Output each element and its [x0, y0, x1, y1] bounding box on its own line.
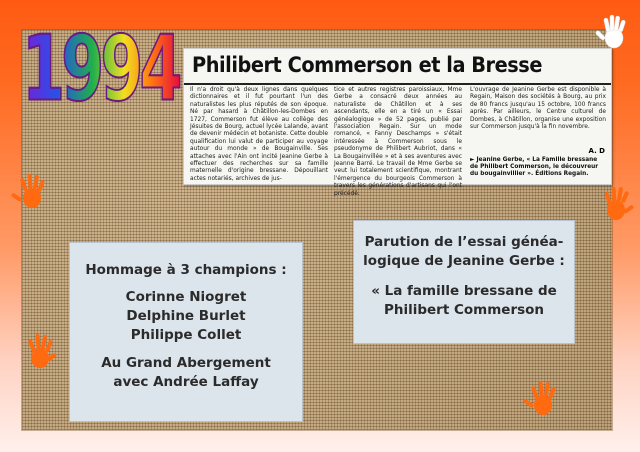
tribute-box — [69, 242, 303, 422]
clipping-column-3: L'ouvrage de Jeanine Gerbe est disponible à Regain, Maison des sociétés à Bourg, au prix de 80 francs jusqu'au 15 octobre, 100 francs après. Par ailleurs, le Centre culturel de Dombes, à Châtillon, organise une exposition sur Commerson jusqu'à la fin novembre. — [470, 87, 606, 131]
champion-name: Delphine Burlet — [126, 308, 246, 324]
place-line: Au Grand Abergement — [101, 355, 271, 371]
hand-print-icon — [20, 330, 60, 374]
publication-title: « La famille bressane de — [371, 283, 557, 299]
publication-line: Parution de l’essai généa- — [364, 234, 564, 250]
hand-print-icon — [524, 378, 562, 420]
hand-print-icon — [10, 170, 50, 214]
clipping-signature: A. D — [588, 147, 605, 155]
champion-name: Philippe Collet — [130, 327, 242, 343]
publication-box — [353, 220, 575, 344]
publication-title: Philibert Commerson — [383, 302, 545, 318]
clipping-title: Philibert Commerson et la Bresse — [192, 53, 543, 77]
hand-print-icon — [596, 12, 632, 52]
hand-print-icon — [600, 182, 636, 226]
tribute-heading: Hommage à 3 champions : — [85, 262, 287, 278]
clipping-column-1: Il n'a droit qu'à deux lignes dans quelques dictionnaires et il fut pourtant l'un des naturalistes les plus réputés de son époque. Né par hasard à Châtillon-les-Dombes en 1727, Commerson fut élève au collège des Jésuites de Bourg, actuel lycée Lalande, avant de devenir médecin et botaniste. Cette double qualification lui valut de participer au voyage autour du monde » de Bougainville. Ses attaches avec l'Ain ont incité Jeanine Gerbe à effectuer des recherches sur sa famille maternelle d'origine bressane. Dépouillant actes notariés, archives de jus- — [190, 87, 328, 182]
year-title: 1994 — [22, 15, 179, 122]
clipping-credit: ► Jeanine Gerbe, « La Famille bressane de Philibert Commerson, le découvreur du bougainvillier ». Éditions Regain. — [470, 157, 599, 178]
clipping-rule — [184, 83, 611, 85]
place-line: avec Andrée Laffay — [113, 374, 259, 390]
clipping-column-2: tice et autres registres paroissiaux, Mme Gerbe a consacré deux années au naturaliste de Châtillon et à ses ascendants, elle en a tiré un « Essai généalogique » de 52 pages, publié par l'association Regain. Sur un mode romancé, « Fanny Deschamps » s'était intéressée à Commerson sous le pseudonyme de Philibert Aubriot, dans « La Bougainvillée » et à ses aventures avec Jeanne Barré. Le travail de Mme Gerbe se veut lui totalement scientifique, montrant l'émergence du bourgeois Commerson à travers les générations d'artisans qui l'ont précédé. — [334, 87, 462, 197]
newspaper-clipping — [183, 48, 612, 197]
champion-name: Corinne Niogret — [125, 289, 247, 305]
publication-line: logique de Jeanine Gerbe : — [363, 253, 565, 269]
